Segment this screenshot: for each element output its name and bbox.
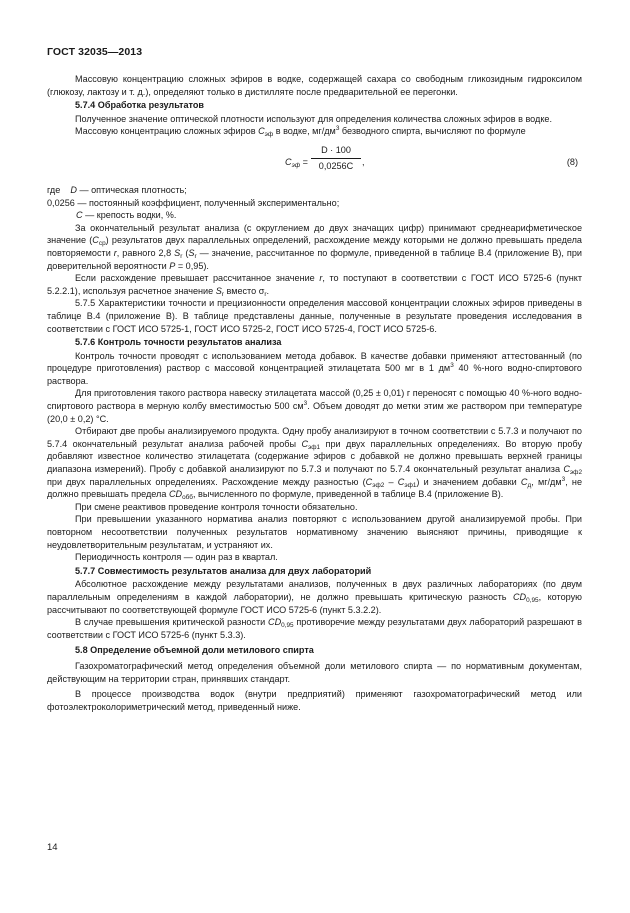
paragraph: Массовую концентрацию сложных эфиров в водке, содержащей сахара со свободным гликозидным гидроксилом (глюкозу, лактозу и т. д.), определяют только в дистилляте после предварительной ее перегонки. [47,74,582,97]
paragraph: Периодичность контроля — один раз в квартал. [75,552,278,563]
paragraph: Массовую концентрацию сложных эфиров $C_{эф}$ в водке, $мг/дм^3$ безводного спирта, вычисляют по формуле [75,125,526,139]
formula-number: (8) [566,156,578,167]
paragraph: Контроль точности проводят с использованием метода добавок. В качестве добавки применяют аттестованный (по процедуре приготовления) раствор с массовой концентрацией этилацетата 500 мг в 1 $дм^3$ 40 %-ного водно-спиртового раствора. [47,350,582,386]
paragraph: Газохроматографический метод определения объемной доли метилового спирта — по нормативным документам, действующим на территории стран, принявших стандарт. [47,660,582,684]
paragraph: В процессе производства водок (внутри предприятий) применяют газохроматографический метод или фотоэлектроколориметрический метод, приведенный ниже. [47,689,582,712]
paragraph-5-7-5: 5.7.5 Характеристики точности и прецизионности определения массовой концентрации сложных эфиров приведены в таблице В.4 (приложение В). В таблице представлены данные, полученные в результате проведения исследования в соответствии с ГОСТ ИСО 5725-1, ГОСТ ИСО 5725-2, ГОСТ ИСО 5725-4, ГОСТ ИСО 5725-6. [47,298,582,334]
formula-8: $C_{эф}$ = $\frac{D \cdot 100}{0,0256C}$ , (8) [285,144,578,171]
formula-denominator: 0,0256C [318,160,354,171]
formula-numerator: D · 100 [311,144,361,159]
definition-c: C — крепость водки, %. [76,210,177,221]
paragraph: Для приготовления такого раствора навеску этилацетата массой (0,25 ± 0,01) г переносят с помощью 40 %-ного водно-спиртового раствора в мерную колбу вместимостью 500 $см^3$. Объем доводят до метки этим же раствором при температуре (20,0 ± 0,2) °С. [47,388,583,424]
section-heading-5-7-7: 5.7.7 Совместимость результатов анализа для двух лабораторий [75,565,372,576]
section-heading-5-8: 5.8 Определение объемной доли метилового спирта [75,645,314,656]
paragraph: В случае превышения критической разности $CD_{0,95}$ противоречие между результатами двух лабораторий разрешают в соответствии с ГОСТ ИСО 5725-6 (пункт 5.3.3). [47,617,582,640]
paragraph: При смене реактивов проведение контроля точности обязательно. [75,501,358,512]
formula-lhs: $C_{эф}$ = [285,156,308,169]
document-header: ГОСТ 32035—2013 [47,46,143,58]
section-heading-5-7-4: 5.7.4 Обработка результатов [75,100,204,111]
paragraph: Полученное значение оптической плотности используют для определения количества сложных эфиров в водке. [75,113,552,124]
page-number: 14 [47,842,58,853]
paragraph: Если расхождение превышает рассчитанное значение r, то поступают в соответствии с ГОСТ ИСО 5725-6 (пункт 5.2.2.1), используя расчетное значение $S_r$ вместо $\sigma_r$. [47,273,582,298]
definition-d: где D — оптическая плотность; [47,184,187,195]
paragraph: За окончательный результат анализа (с округлением до двух значащих цифр) принимают среднеарифметическое значение $(C_{ср})$ результатов двух параллельных определений, расхождение между которыми не должно превышать предела повторяемости r, равного 2,8 $S_r$ ($S_r$ — значение, рассчитанное по формуле, приведенной в таблице В.4 (приложение В), при доверительной вероятности P = 0,95). [47,222,582,271]
paragraph: Отбирают две пробы анализируемого продукта. Одну пробу анализируют в точном соответствии с 5.7.3 и получают по 5.7.4 окончательный результат анализа рабочей пробы $C_{эф1}$ при двух параллельных определениях. Во вторую пробу добавляют известное количество этилацетата (содержание эфиров с добавкой не должно превышать верхней границы диапазона измерений). Пробу с добавкой анализируют по 5.7.3 и получают по 5.7.4 окончательный результат анализа $C_{эф2}$ при двух параллельных определениях. Расхождение между разностью $(C_{эф2} - C_{эф1})$ и значением добавки $C_д$, $мг/дм^3$, не должно превышать предела $CD_{обб}$, вычисленного по формуле, приведенной в таблице В.4 (приложение В). [47,426,582,502]
formula-fraction [311,144,361,172]
paragraph: При превышении указанного норматива анализ повторяют с использованием другой анализируемой пробы. При повторном несоответствии полученных результатов нормативному значению выясняют причины, приводящие к неудовлетворительным результатам, и устраняют их. [47,514,582,550]
section-heading-5-7-6: 5.7.6 Контроль точности результатов анализа [75,337,282,348]
document-body [47,73,582,713]
paragraph: Абсолютное расхождение между результатами анализов, полученных в двух различных лабораториях (по двум параллельным определениям в каждой лаборатории), не должно превышать критическую разность $CD_{0,95}$, которую рассчитывают по соответствующей формуле ГОСТ ИСО 5725-6 (пункт 5.3.2.2). [47,579,582,615]
definition-constant: 0,0256 — постоянный коэффициент, полученный экспериментально; [47,197,340,208]
